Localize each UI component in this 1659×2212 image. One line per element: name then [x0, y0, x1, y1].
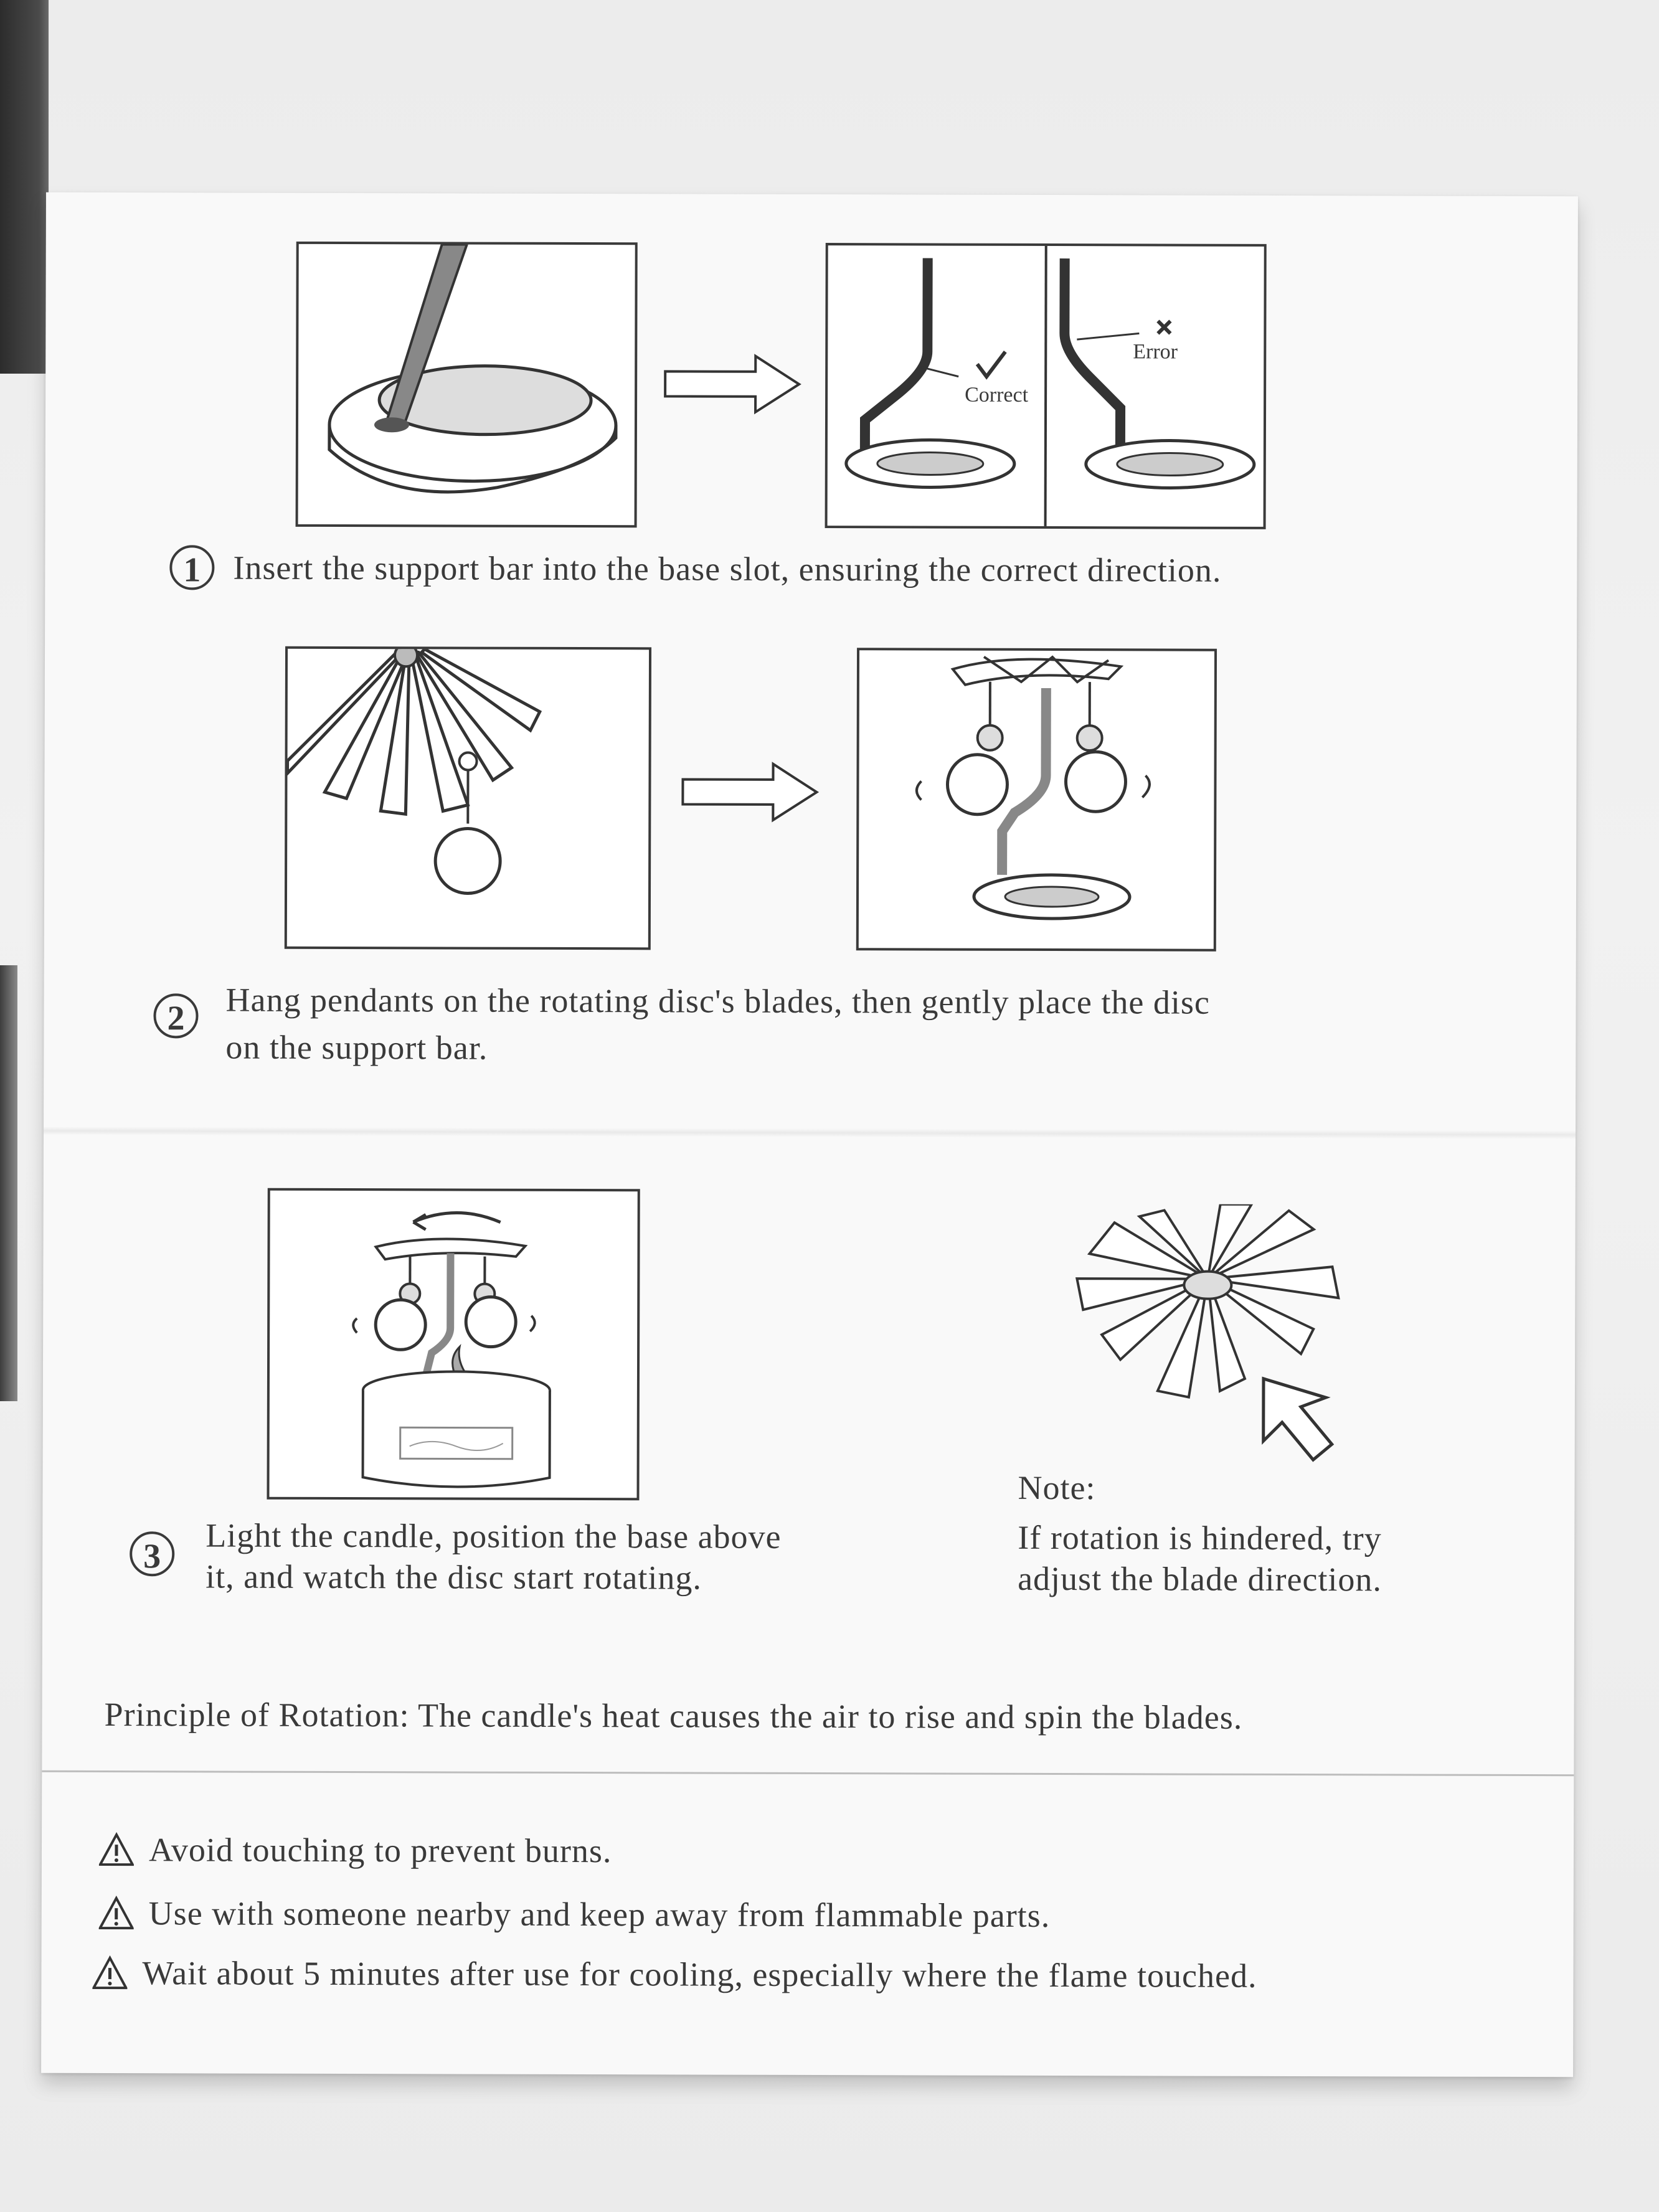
warning-triangle-icon [92, 1955, 127, 1990]
step3-number: 3 [130, 1531, 174, 1576]
warning-3 [92, 1954, 1257, 1995]
step1-text: Insert the support bar into the base slot, ensuring the correct direction. [233, 549, 1222, 589]
instruction-sheet [41, 192, 1578, 2077]
step1-number: 1 [169, 545, 214, 590]
note-title: Note: [1018, 1468, 1096, 1507]
warning-2 [99, 1894, 1051, 1935]
step3-text-line1: Light the candle, position the base above [206, 1516, 782, 1556]
divider [42, 1770, 1574, 1776]
error-label: Error [1133, 340, 1178, 364]
note-line1: If rotation is hindered, try [1018, 1518, 1382, 1557]
step3-text-line2: it, and watch the disc start rotating. [206, 1557, 702, 1597]
note-line2: adjust the blade direction. [1018, 1559, 1382, 1599]
step2-text-line2: on the support bar. [225, 1028, 488, 1067]
correct-label: Correct [965, 383, 1029, 407]
warning-3-text: Wait about 5 minutes after use for cooling, especially where the flame touched. [142, 1954, 1257, 1995]
step2-arrow-icon [679, 757, 823, 826]
product-box-edge-lower [0, 965, 17, 1401]
step2-text-line1: Hang pendants on the rotating disc's blades, then gently place the disc [225, 981, 1210, 1021]
step2-illustration-pendant [285, 646, 651, 950]
step1-arrow-icon [662, 349, 805, 418]
principle-of-rotation: Principle of Rotation: The candle's heat causes the air to rise and spin the blades. [104, 1696, 1243, 1736]
warning-2-text: Use with someone nearby and keep away from flammable parts. [148, 1894, 1051, 1935]
step2-number: 2 [153, 993, 198, 1038]
paper-fold [44, 1127, 1576, 1139]
product-box-edge [0, 0, 49, 374]
step1-illustration-base [296, 242, 638, 527]
pinwheel-adjust-icon [1052, 1204, 1389, 1466]
step1-illustration-direction [825, 243, 1267, 529]
warning-triangle-icon [99, 1832, 134, 1867]
warning-triangle-icon [99, 1896, 134, 1931]
step3-illustration-candle [267, 1188, 640, 1501]
warning-1 [99, 1830, 612, 1870]
warning-1-text: Avoid touching to prevent burns. [148, 1831, 612, 1870]
step2-illustration-assembled [856, 648, 1217, 952]
